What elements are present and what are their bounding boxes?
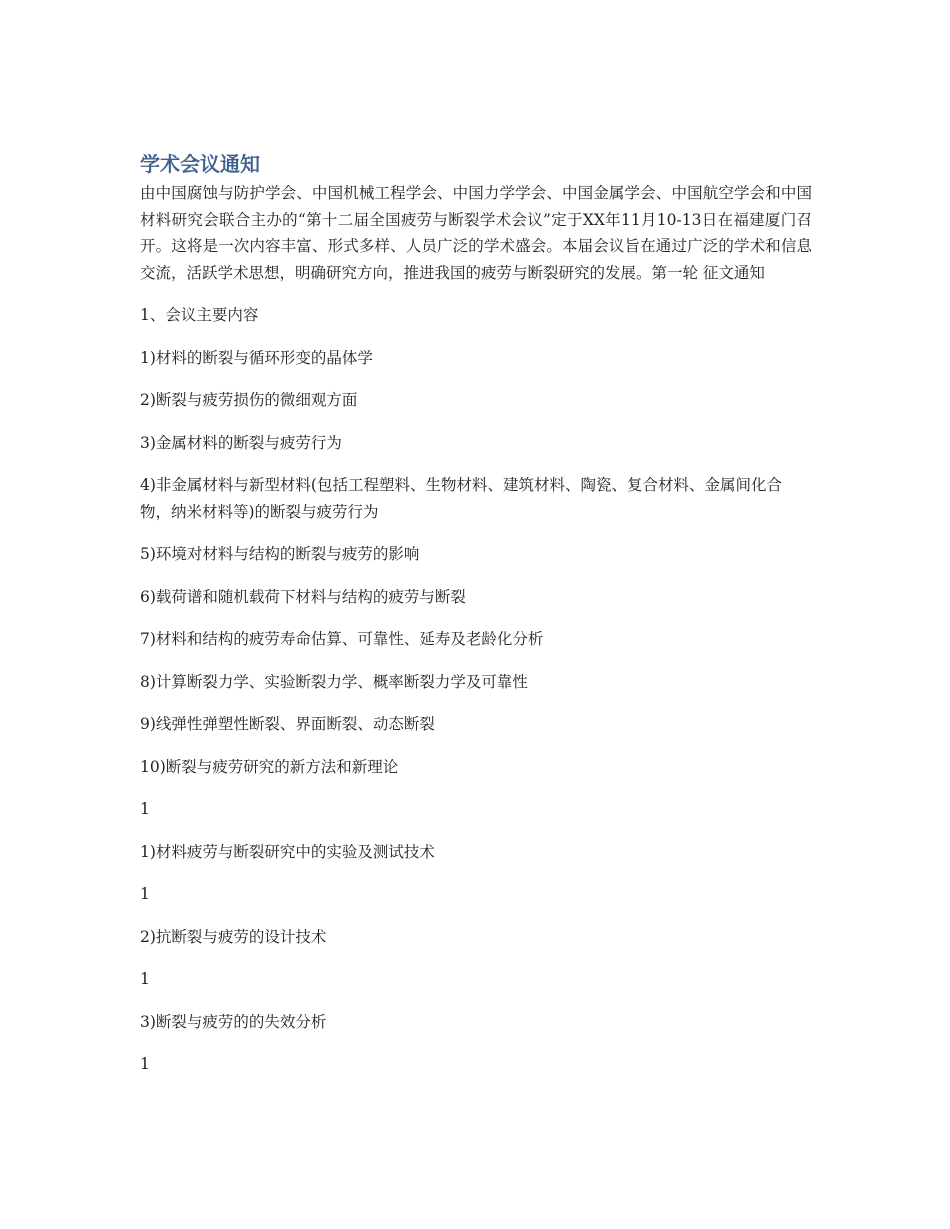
topic-item: 7)材料和结构的疲劳寿命估算、可靠性、延寿及老龄化分析 <box>140 630 544 648</box>
topic-item: 8)计算断裂力学、实验断裂力学、概率断裂力学及可靠性 <box>140 672 528 691</box>
topic-item: 5)环境对材料与结构的断裂与疲劳的影响 <box>140 545 420 563</box>
intro-paragraph: 由中国腐蚀与防护学会、中国机械工程学会、中国力学学会、中国金属学会、中国航空学会和中国材料研究会联合主办的“第十二届全国疲劳与断裂学术会议”定于XX年11月10-13日在福建厦门召开。这将是一次内容丰富、形式多样、人员广泛的学术盛会。本届会议旨在通过广泛的学术和信息交流，活跃学术思想，明确研究方向，推进我国的疲劳与断裂研究的发展。第一轮 征文通知 <box>140 184 812 282</box>
topic-item: 2)断裂与疲劳损伤的微细观方面 <box>140 391 358 409</box>
document-page <box>140 150 812 1078</box>
topic-item: 9)线弹性弹塑性断裂、界面断裂、动态断裂 <box>140 715 435 733</box>
topic-item: 6)载荷谱和随机载荷下材料与结构的疲劳与断裂 <box>140 587 466 606</box>
list-number: 1 <box>140 970 150 988</box>
extra-topic-item: 2)抗断裂与疲劳的设计技术 <box>140 927 327 946</box>
topic-item: 10)断裂与疲劳研究的新方法和新理论 <box>140 757 399 776</box>
section-heading: 1、会议主要内容 <box>140 306 259 324</box>
list-number: 1 <box>140 800 150 818</box>
extra-topic-item: 1)材料疲劳与断裂研究中的实验及测试技术 <box>140 842 435 861</box>
topic-item: 1)材料的断裂与循环形变的晶体学 <box>140 348 373 367</box>
topic-item: 4)非金属材料与新型材料(包括工程塑料、生物材料、建筑材料、陶瓷、复合材料、金属间化合物，纳米材料等)的断裂与疲劳行为 <box>140 476 782 521</box>
topic-item: 3)金属材料的断裂与疲劳行为 <box>140 433 342 452</box>
list-number: 1 <box>140 885 150 903</box>
list-number: 1 <box>140 1055 150 1073</box>
document-title: 学术会议通知 <box>140 152 260 176</box>
extra-topic-item: 3)断裂与疲劳的的失效分析 <box>140 1012 327 1031</box>
